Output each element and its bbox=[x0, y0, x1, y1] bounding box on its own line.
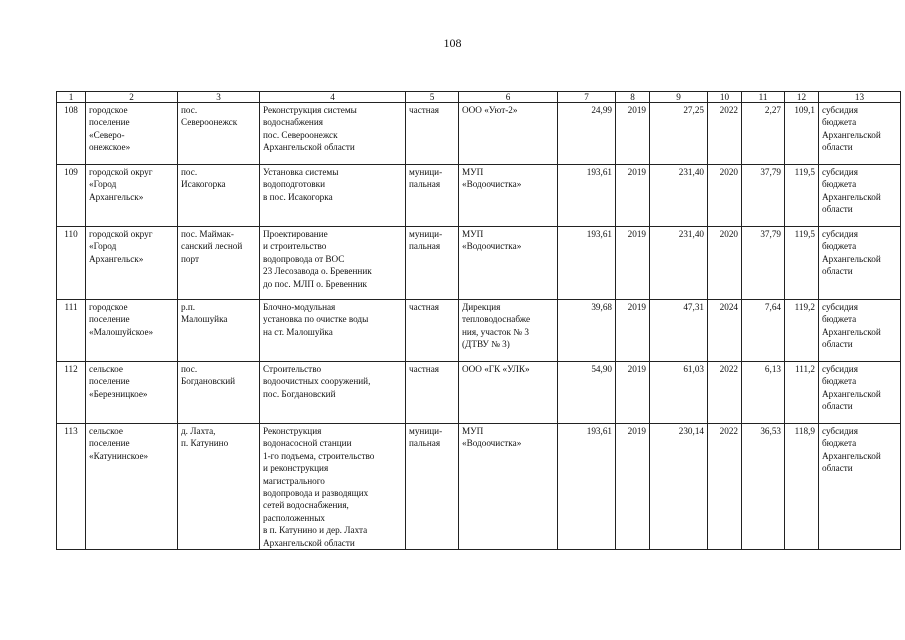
municipality-cell: городской округ «Город Архангельск» bbox=[86, 165, 178, 227]
municipality-cell: городское поселение «Малошуйское» bbox=[86, 300, 178, 362]
year-cell: 2019 bbox=[616, 300, 650, 362]
value-cell: 54,90 bbox=[558, 362, 616, 424]
percent-cell: 119,2 bbox=[785, 300, 819, 362]
year-cell: 2022 bbox=[708, 103, 742, 165]
ownership-cell: частная bbox=[406, 103, 459, 165]
value-cell: 37,79 bbox=[742, 165, 785, 227]
municipality-cell: городской округ «Город Архангельск» bbox=[86, 227, 178, 300]
organization-cell: МУП «Водоочистка» bbox=[459, 227, 558, 300]
project-cell: Блочно-модульная установка по очистке воды на ст. Малошуйка bbox=[260, 300, 406, 362]
col-header: 9 bbox=[650, 92, 708, 103]
value-cell: 27,25 bbox=[650, 103, 708, 165]
project-cell: Установка системы водоподготовки в пос. Исакогорка bbox=[260, 165, 406, 227]
value-cell: 47,31 bbox=[650, 300, 708, 362]
funding-cell: субсидия бюджета Архангельской области bbox=[819, 300, 901, 362]
year-cell: 2019 bbox=[616, 103, 650, 165]
value-cell: 230,14 bbox=[650, 424, 708, 550]
row-number: 108 bbox=[57, 103, 86, 165]
col-header: 1 bbox=[57, 92, 86, 103]
value-cell: 36,53 bbox=[742, 424, 785, 550]
municipality-cell: сельское поселение «Березницкое» bbox=[86, 362, 178, 424]
column-number-row bbox=[57, 92, 901, 103]
table-row bbox=[57, 300, 901, 362]
organization-cell: ООО «ГК «УЛК» bbox=[459, 362, 558, 424]
value-cell: 37,79 bbox=[742, 227, 785, 300]
col-header: 2 bbox=[86, 92, 178, 103]
project-cell: Реконструкция водонасосной станции 1-го подъема, строительство и реконструкция магистрального водопровода и разводящих сетей водоснабжения, расположенных в п. Катунино и дер. Лахта Архангельской области bbox=[260, 424, 406, 550]
locality-cell: пос. Маймак- санский лесной порт bbox=[178, 227, 260, 300]
col-header: 5 bbox=[406, 92, 459, 103]
value-cell: 193,61 bbox=[558, 227, 616, 300]
ownership-cell: частная bbox=[406, 362, 459, 424]
locality-cell: д. Лахта, п. Катунино bbox=[178, 424, 260, 550]
year-cell: 2024 bbox=[708, 300, 742, 362]
year-cell: 2019 bbox=[616, 165, 650, 227]
organization-cell: ООО «Уют-2» bbox=[459, 103, 558, 165]
ownership-cell: муници- пальная bbox=[406, 227, 459, 300]
organization-cell: МУП «Водоочистка» bbox=[459, 165, 558, 227]
row-number: 110 bbox=[57, 227, 86, 300]
value-cell: 7,64 bbox=[742, 300, 785, 362]
col-header: 13 bbox=[819, 92, 901, 103]
funding-cell: субсидия бюджета Архангельской области bbox=[819, 227, 901, 300]
year-cell: 2020 bbox=[708, 165, 742, 227]
funding-cell: субсидия бюджета Архангельской области bbox=[819, 165, 901, 227]
ownership-cell: муници- пальная bbox=[406, 424, 459, 550]
row-number: 112 bbox=[57, 362, 86, 424]
percent-cell: 118,9 bbox=[785, 424, 819, 550]
row-number: 111 bbox=[57, 300, 86, 362]
locality-cell: пос. Исакогорка bbox=[178, 165, 260, 227]
col-header: 8 bbox=[616, 92, 650, 103]
organization-cell: МУП «Водоочистка» bbox=[459, 424, 558, 550]
locality-cell: пос. Североонежск bbox=[178, 103, 260, 165]
table-row bbox=[57, 103, 901, 165]
value-cell: 231,40 bbox=[650, 165, 708, 227]
year-cell: 2019 bbox=[616, 227, 650, 300]
value-cell: 193,61 bbox=[558, 424, 616, 550]
value-cell: 231,40 bbox=[650, 227, 708, 300]
value-cell: 6,13 bbox=[742, 362, 785, 424]
table-row bbox=[57, 165, 901, 227]
value-cell: 193,61 bbox=[558, 165, 616, 227]
locality-cell: пос. Богдановский bbox=[178, 362, 260, 424]
project-cell: Проектирование и строительство водопровода от ВОС 23 Лесозавода о. Бревенник до пос. МЛП о. Бревенник bbox=[260, 227, 406, 300]
municipality-cell: сельское поселение «Катунинское» bbox=[86, 424, 178, 550]
locality-cell: р.п. Малошуйка bbox=[178, 300, 260, 362]
ownership-cell: частная bbox=[406, 300, 459, 362]
table-row bbox=[57, 227, 901, 300]
percent-cell: 111,2 bbox=[785, 362, 819, 424]
year-cell: 2022 bbox=[708, 362, 742, 424]
organization-cell: Дирекция тепловодоснабже ния, участок № 3 (ДТВУ № 3) bbox=[459, 300, 558, 362]
percent-cell: 109,1 bbox=[785, 103, 819, 165]
col-header: 3 bbox=[178, 92, 260, 103]
ownership-cell: муници- пальная bbox=[406, 165, 459, 227]
year-cell: 2022 bbox=[708, 424, 742, 550]
value-cell: 2,27 bbox=[742, 103, 785, 165]
value-cell: 39,68 bbox=[558, 300, 616, 362]
value-cell: 61,03 bbox=[650, 362, 708, 424]
col-header: 10 bbox=[708, 92, 742, 103]
col-header: 11 bbox=[742, 92, 785, 103]
project-cell: Строительство водоочистных сооружений, пос. Богдановский bbox=[260, 362, 406, 424]
municipality-cell: городское поселение «Северо- онежское» bbox=[86, 103, 178, 165]
year-cell: 2019 bbox=[616, 362, 650, 424]
table-row bbox=[57, 362, 901, 424]
col-header: 4 bbox=[260, 92, 406, 103]
col-header: 6 bbox=[459, 92, 558, 103]
page-number: 108 bbox=[443, 36, 462, 50]
funding-cell: субсидия бюджета Архангельской области bbox=[819, 424, 901, 550]
row-number: 109 bbox=[57, 165, 86, 227]
funding-cell: субсидия бюджета Архангельской области bbox=[819, 103, 901, 165]
col-header: 12 bbox=[785, 92, 819, 103]
projects-table bbox=[56, 91, 901, 550]
col-header: 7 bbox=[558, 92, 616, 103]
table-row bbox=[57, 424, 901, 550]
year-cell: 2020 bbox=[708, 227, 742, 300]
value-cell: 24,99 bbox=[558, 103, 616, 165]
percent-cell: 119,5 bbox=[785, 227, 819, 300]
project-cell: Реконструкция системы водоснабжения пос. Североонежск Архангельской области bbox=[260, 103, 406, 165]
year-cell: 2019 bbox=[616, 424, 650, 550]
row-number: 113 bbox=[57, 424, 86, 550]
funding-cell: субсидия бюджета Архангельской области bbox=[819, 362, 901, 424]
percent-cell: 119,5 bbox=[785, 165, 819, 227]
